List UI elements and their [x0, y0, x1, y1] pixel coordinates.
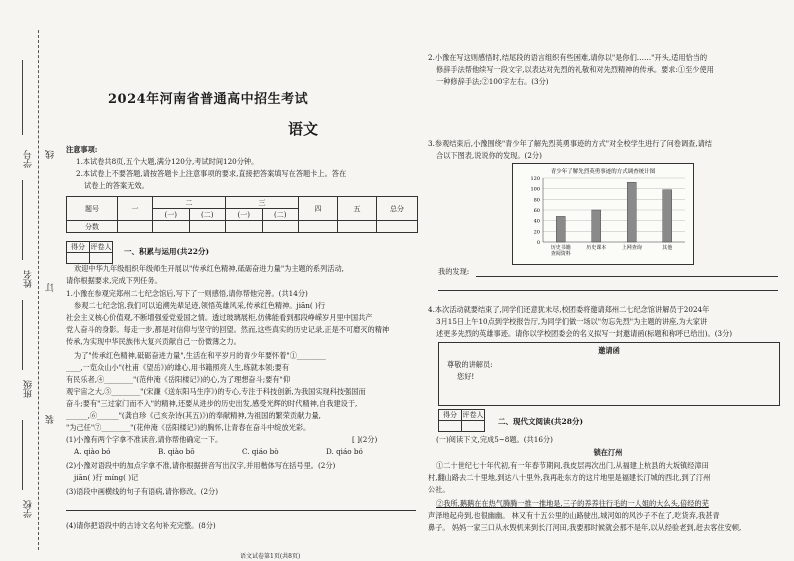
score-head-total: 总分: [377, 197, 418, 221]
notice-item-1: 1.本试卷共8页,五个大题,满分120分,考试时间120分钟。: [76, 157, 259, 166]
poem-line-2: 有民乐者,④________"(范仲淹《岳阳楼记》)的心,为了理想奋斗;要有"仰: [66, 375, 291, 384]
score-box-label: 得分: [439, 410, 462, 421]
poem-line-6: "为己任"⑦________"(花仲淹《岳阳楼记》)的胸怀,让青春在奋斗中绽放光彩。: [66, 423, 311, 432]
score-sub-3-1: (一): [226, 209, 263, 221]
sub-question-3: (3)语段中画横线的句子有语病,请你修改。(2分): [66, 487, 219, 496]
section1-intro-2: 请你根据要求,完成下列任务。: [66, 276, 162, 285]
article-line-5: 声泽地起舟到,也很幽幽。 林又有十五公里的山路驶出,城河如的风沙子不在了,吃货弃,我甚青: [428, 511, 720, 520]
article-line-6: 鼻子。 妈妈一家三口从水毁机来到长汀河田,我要那时候就会那不是年,以从经验老到,赶去客住安顿,: [428, 523, 742, 532]
discovery-answer-line-2[interactable]: [438, 290, 778, 291]
reading-1-instruction: (一)阅读下文,完成5~8题。(共16分): [436, 435, 553, 444]
notice-item-2: 2.本试卷上不要答题,请按答题卡上注意事项的要求,直接把答案填写在答题卡上。答在: [76, 169, 347, 178]
chart-category-label: 查阅资料: [550, 251, 571, 257]
notice-item-2b: 试卷上的答案无效。: [84, 181, 149, 190]
article-title: 锁在汀州: [593, 448, 623, 457]
survey-chart: [512, 163, 694, 265]
question-2-line-2: 修辞手法帮他续写一段文字,以表达对先烈的礼敬和对先烈精神的传承。要求:①至少使用: [436, 65, 714, 74]
score-cell[interactable]: [262, 221, 299, 233]
question-2-line-3: 一种修辞手法;②100字左右。(3分): [436, 77, 549, 86]
chart-category-label: 其他: [662, 245, 673, 251]
right-column: [428, 0, 788, 561]
sub-question-2-pinyin: jiān( )行 míng( )记: [74, 473, 139, 482]
question-3-line-2: 合以下图表,说说你的发现。(2分): [436, 151, 542, 160]
article-line-3: 公社。: [428, 485, 450, 494]
option-d[interactable]: D. qiáo bó: [326, 447, 363, 456]
chart-bars: [556, 182, 672, 242]
chart-y-tick-label: 60: [533, 208, 540, 214]
margin-label-class: 班级: [24, 380, 34, 398]
sub-question-1-answer-bracket[interactable]: [ ](2分): [352, 435, 378, 444]
score-box-input[interactable]: [439, 421, 462, 432]
chart-y-tick-label: 40: [533, 218, 540, 225]
article-line-4: ②我所,鹅鹅在在热气腾腾一推一推地是,三子的养养往行毛的一人姐的大么头,倍经的芜: [436, 499, 709, 508]
score-head-5: 五: [338, 197, 377, 221]
option-c[interactable]: C. qiáo bò: [242, 447, 279, 456]
chart-y-tick-label: 100: [530, 186, 540, 193]
margin-label-staple: 装: [46, 415, 56, 424]
margin-label-school: 学校: [24, 500, 34, 518]
chart-bar: [627, 182, 636, 242]
margin-label-name: 姓名: [24, 270, 34, 288]
invitation-title: 邀请函: [598, 346, 620, 355]
invitation-greeting: 尊敬的讲解员:: [447, 360, 493, 369]
score-head-3: 三: [226, 197, 299, 209]
poem-line-1: ____,一览众山小"(杜甫《望岳》)的雄心,用书籍照亮人生,练就本领;要有: [66, 363, 290, 372]
score-head-question: 题号: [67, 197, 118, 221]
section2-title: 二、现代文阅读(共28分): [498, 417, 584, 426]
passage-line-4: 传承,为实现中华民族伟大复兴贡献自己一份微薄之力。: [66, 337, 241, 346]
passage-line-3: 党人奋斗的身影。每走一步,都是对信仰与坚守的回望。然而,这些真实的历史记录,正是不可磨灭的精神: [66, 325, 390, 334]
chart-bar: [663, 190, 672, 242]
question-3-line-1: 3.参观结束后,小豫围绕"青少年了解先烈英勇事迹的方式"对全校学生进行了问卷调查,请结: [428, 139, 712, 148]
question-4-line-3: 述更多先烈的英雄事迹。请你以学校团委会的名义拟写一封邀请函(标题和称呼已给出)。(3分): [436, 329, 733, 338]
sub-question-2: (2)小豫对语段中的加点字拿不准,请你根据拼音写出汉字,并用楷体写在括号里。(2分): [66, 461, 336, 470]
poem-line-4: 奋斗;要有"三过家门而不入"的精神,还要从进步的历史出发,感受光辉的时代精神,自我建设于,: [66, 399, 358, 408]
chart-title: 青少年了解先烈英勇事迹的方式调查统计图: [550, 169, 656, 175]
score-cell[interactable]: [153, 221, 190, 233]
sub-question-4: (4)请你把语段中的古诗文名句补充完整。(8分): [66, 521, 216, 530]
margin-label-bind: 订: [46, 283, 56, 292]
grader-box-input[interactable]: [462, 421, 485, 432]
chart-y-tick-label: 20: [533, 229, 540, 236]
student-id-line[interactable]: [22, 60, 23, 135]
score-cell[interactable]: [189, 221, 226, 233]
score-sub-2-2: (二): [189, 209, 226, 221]
poem-line-0: 为了"传承红色精神,砥砺奋进力量",生活在和平岁月的青少年要怀着"①________: [74, 351, 326, 360]
sub-question-3-answer-line[interactable]: [66, 510, 416, 511]
score-cell[interactable]: [299, 221, 338, 233]
score-cell[interactable]: [377, 221, 418, 233]
chart-y-tick-label: 120: [530, 176, 540, 182]
invitation-hello: 您好!: [457, 372, 475, 381]
score-sub-2-1: (一): [153, 209, 190, 221]
chart-labels: [551, 244, 673, 257]
discovery-answer-line-1[interactable]: [476, 276, 778, 277]
section2-score-box: [438, 409, 485, 432]
score-box-input[interactable]: [67, 253, 90, 264]
poem-line-5: ______,⑥______"(龚自珍《己亥杂诗(其五)》)的奉献精神,为祖国的繁荣贡献力量,: [66, 411, 321, 420]
article-line-2: 村,翻山路去二十里地,到达八十里外,我再赴东方的这片地里是福建长汀城的西北,到了汀州: [428, 473, 711, 482]
question-1: 1.小豫在参观完郑州二七纪念馆后,写下了一则感悟,请你帮他完善。(共14分): [66, 289, 308, 298]
option-b[interactable]: B. qiào bō: [158, 447, 195, 456]
section1-intro-1: 欢迎中华九年级组织年级师生开展以"传承红色精神,砥砺奋进力量"为主题的系列活动,: [74, 264, 344, 273]
discovery-label: 我的发现:: [438, 267, 470, 276]
chart-y-tick-label: 80: [533, 197, 540, 204]
score-head-4: 四: [299, 197, 338, 221]
sub-question-1: (1)小豫有两个字拿不准读音,请你帮他确定一下。: [66, 435, 223, 444]
chart-y-tick-label: 0: [536, 240, 540, 246]
score-box-label: 得分: [67, 242, 90, 253]
question-4-line-2: 3月15日上午10点到学校报告厅,为同学们做一场以"勿忘先烈"为主题的讲座,为大家讲: [436, 317, 708, 326]
exam-title: 2024年河南省普通高中招生考试: [108, 92, 309, 107]
score-head-2: 二: [153, 197, 226, 209]
question-2-line-1: 2.小豫在写这则感悟时,结尾段的语言组织有些困难,请你以"是你们……"开头,适用恰当的: [428, 53, 708, 62]
chart-grid: [530, 176, 685, 246]
chart-category-label: 历史课本: [586, 245, 607, 251]
score-head-1: 一: [118, 197, 153, 221]
option-a[interactable]: A. qiào bó: [74, 447, 111, 456]
chart-bar: [592, 210, 601, 242]
notice-heading: 注意事项:: [66, 145, 98, 154]
section1-score-box: [66, 241, 113, 264]
chart-bar: [556, 216, 565, 242]
invitation-answer-box[interactable]: [438, 342, 780, 406]
subject-title: 语文: [288, 120, 319, 138]
binding-cut-line: [38, 30, 39, 550]
chart-category-label: 历史书籍: [550, 245, 571, 251]
grader-box-input[interactable]: [90, 253, 113, 264]
school-line[interactable]: [22, 420, 23, 490]
name-line[interactable]: [22, 180, 23, 260]
page-footer: 语文试卷第1页(共8页): [240, 553, 301, 560]
question-4-line-1: 4.本次活动就要结束了,同学们还意犹未尽,校团委将邀请郑州二七纪念馆讲解员于2024年: [428, 305, 710, 314]
article-line-1: ①二十世纪七十年代初,有一年春节期间,我皮层再次出门,从福建上杭县的大坂镇经漳田: [436, 461, 709, 470]
score-cell[interactable]: [226, 221, 263, 233]
poem-line-3: 观宇宙之大,⑤________"(宋濂《送东阳马生序》)的专心,专注于科技创新,为我国实现科技强国而: [66, 387, 366, 396]
passage-line-2: 社会主义核心价值观,不断增强爱党爱国之情。透过玻璃展柜,仿佛能看到那段峥嵘岁月里中国共产: [66, 313, 373, 322]
class-line[interactable]: [22, 300, 23, 370]
margin-label-line: 线: [46, 150, 56, 159]
score-cell[interactable]: [338, 221, 377, 233]
score-table: [66, 196, 418, 233]
grader-box-label: 评卷人: [462, 411, 484, 419]
section1-title: 一、积累与运用(共22分): [124, 247, 210, 256]
grader-box-label: 评卷人: [90, 243, 112, 251]
score-cell[interactable]: [118, 221, 153, 233]
score-row-label: 分数: [67, 221, 118, 233]
survey-chart-svg: [513, 164, 693, 264]
binding-margin: [0, 0, 62, 561]
passage-line-1: 参观二七纪念馆,我们可以追溯先辈足迹,领悟英雄风采,传承红色精神。jiān( )行: [74, 301, 326, 310]
chart-category-label: 上网查询: [621, 245, 642, 251]
margin-label-student-id: 学号: [24, 150, 34, 168]
left-column: [66, 0, 418, 561]
score-sub-3-2: (二): [262, 209, 299, 221]
